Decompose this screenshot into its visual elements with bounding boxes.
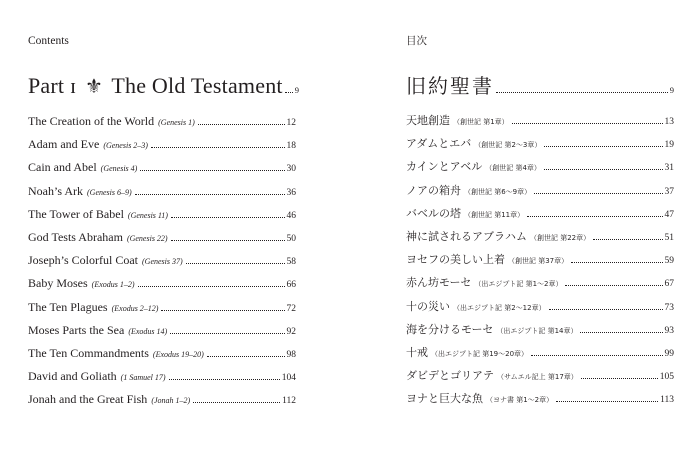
entry-reference: （創世記 第6～9章） [464,187,532,196]
toc-entry [28,299,296,322]
entry-page-number: 31 [664,163,674,174]
toc-entry [28,368,296,391]
toc-entry [28,275,296,298]
toc-entry [406,322,674,345]
part-title: 旧約聖書 [406,74,494,98]
entry-title: Adam and Eve [28,137,100,152]
entry-page-number: 104 [281,373,296,384]
entry-reference: （出エジプト記 第1～2章） [474,280,563,289]
entry-page-number: 59 [664,256,674,267]
dot-leader [531,355,662,356]
toc-entry [406,299,674,322]
toc-entry [406,183,674,206]
part-heading-line [28,72,299,101]
dot-leader [544,169,663,170]
toc-entry [406,229,674,252]
entry-title: 十の災い [406,299,450,313]
toc-entry [28,229,296,252]
entry-title: The Creation of the World [28,114,155,128]
toc-entry [28,183,296,206]
entry-page-number: 58 [286,257,296,268]
part-heading [28,72,283,101]
entry-title: 神に試されるアブラハム [406,229,527,243]
entry-reference: (Exodus 1–2) [91,280,135,290]
entry-page-number: 37 [664,186,674,197]
japanese-contents-page [406,0,674,449]
english-contents-page [28,0,299,449]
toc-entry [28,136,296,159]
dot-leader [171,240,285,241]
toc-entry [28,252,296,275]
running-head-mokuji: 目次 [406,35,427,47]
entry-page-number: 50 [286,233,296,244]
entry-page-number: 98 [286,349,296,360]
entry-title: 天地創造 [406,114,450,127]
toc-entry [406,113,674,136]
part-page-number: 9 [294,85,299,95]
part-page-number: 9 [669,85,674,95]
toc-entry [406,391,674,414]
dot-leader [135,194,285,195]
entry-page-number: 12 [286,118,296,128]
dot-leader [534,193,662,194]
entry-reference: （創世記 第37章） [508,257,569,266]
entry-page-number: 30 [286,164,296,175]
dot-leader [544,146,662,147]
entry-reference: （創世記 第4章） [485,164,541,173]
entry-reference: （創世記 第11章） [464,210,525,219]
entry-title: ヨナと巨大な魚 [406,392,483,406]
dot-leader [571,262,662,263]
part-label: Part ɪ [28,73,77,98]
entry-title: Baby Moses [28,276,88,291]
entry-page-number: 112 [282,396,296,407]
entry-reference: (1 Samuel 17) [120,373,166,383]
toc-list-english [28,113,296,414]
entry-reference: (Genesis 22) [126,233,168,243]
entry-page-number: 13 [664,117,674,127]
entry-title: ノアの箱舟 [406,183,461,197]
entry-title: ダビデとゴリアテ [406,369,494,383]
entry-title: カインとアベル [406,160,483,174]
entry-reference: (Exodus 14) [128,326,168,336]
entry-reference: (Exodus 19–20) [152,349,204,359]
entry-reference: （出エジプト記 第19～20章） [431,349,529,358]
entry-title: The Tower of Babel [28,206,124,221]
entry-page-number: 51 [664,232,674,243]
entry-title: David and Goliath [28,369,117,384]
entry-page-number: 47 [664,209,674,220]
entry-title: The Ten Commandments [28,345,149,360]
entry-title: 十戒 [406,345,428,359]
dot-leader [193,402,280,403]
toc-entry [28,391,296,414]
toc-list-japanese [406,113,674,414]
toc-entry [406,345,674,368]
entry-reference: (Genesis 11) [127,210,168,220]
entry-reference: (Genesis 2–3) [103,141,148,151]
entry-reference: (Genesis 4) [100,164,138,174]
entry-reference: （創世記 第1章） [453,118,509,126]
dot-leader [169,379,280,380]
toc-entry [28,159,296,182]
part-heading-line [406,72,674,100]
toc-entry [406,136,674,159]
dot-leader [207,356,285,357]
entry-page-number: 67 [664,279,674,290]
entry-title: Joseph’s Colorful Coat [28,253,138,268]
entry-title: Cain and Abel [28,160,97,175]
dot-leader [151,147,285,148]
entry-reference: (Genesis 37) [142,257,183,267]
dot-leader [171,217,285,218]
entry-title: アダムとエバ [406,137,472,151]
dot-leader [170,333,284,334]
entry-page-number: 19 [664,140,674,151]
entry-reference: (Genesis 1) [158,118,195,127]
dot-leader [198,124,285,125]
dot-leader [565,285,662,286]
entry-title: 赤ん坊モーセ [406,276,472,290]
toc-entry [406,206,674,229]
entry-page-number: 92 [286,326,296,337]
toc-entry [28,345,296,368]
dot-leader [138,286,285,287]
entry-title: Moses Parts the Sea [28,322,125,337]
toc-entry [406,368,674,391]
toc-entry [406,252,674,275]
dot-leader [285,92,293,93]
entry-reference: (Genesis 6–9) [87,187,132,197]
toc-entry [28,113,296,136]
toc-entry [406,275,674,298]
entry-reference: (Exodus 2–12) [111,303,159,313]
dot-leader [161,310,284,311]
running-head-contents: Contents [28,35,69,47]
dot-leader [580,332,662,333]
entry-page-number: 36 [286,187,296,198]
entry-page-number: 46 [286,210,296,221]
dot-leader [140,170,284,171]
entry-title: バベルの塔 [406,206,461,220]
part-title: The Old Testament [111,73,283,98]
entry-reference: （ヨナ書 第1～2章） [486,396,554,405]
entry-page-number: 99 [664,348,674,359]
entry-title: 海を分けるモーセ [406,322,494,336]
entry-reference: （創世記 第2～3章） [474,141,542,150]
entry-page-number: 113 [660,395,674,406]
entry-reference: （サムエル記上 第17章） [497,373,578,382]
toc-entry [406,159,674,182]
entry-page-number: 18 [286,141,296,152]
entry-title: The Ten Plagues [28,299,108,314]
entry-reference: （創世記 第22章） [530,233,591,242]
entry-page-number: 73 [664,302,674,313]
entry-page-number: 93 [664,325,674,336]
entry-reference: （出エジプト記 第2～12章） [453,303,546,312]
dot-leader [556,401,658,402]
toc-entry [28,206,296,229]
entry-title: ヨセフの美しい上着 [406,253,505,267]
toc-entry [28,322,296,345]
dot-leader [496,92,668,93]
dot-leader [549,309,663,310]
entry-title: Jonah and the Great Fish [28,392,148,407]
entry-reference: （出エジプト記 第14章） [496,326,578,335]
dot-leader [512,123,663,124]
entry-page-number: 105 [659,372,674,383]
entry-reference: (Jonah 1–2) [151,396,191,406]
entry-title: Noah’s Ark [28,183,83,198]
entry-title: God Tests Abraham [28,229,123,244]
dot-leader [527,216,662,217]
fleur-de-lis-icon: ⚜ [84,76,104,98]
dot-leader [186,263,285,264]
dot-leader [581,378,658,379]
dot-leader [593,239,662,240]
entry-page-number: 72 [286,303,296,314]
entry-page-number: 66 [286,280,296,291]
